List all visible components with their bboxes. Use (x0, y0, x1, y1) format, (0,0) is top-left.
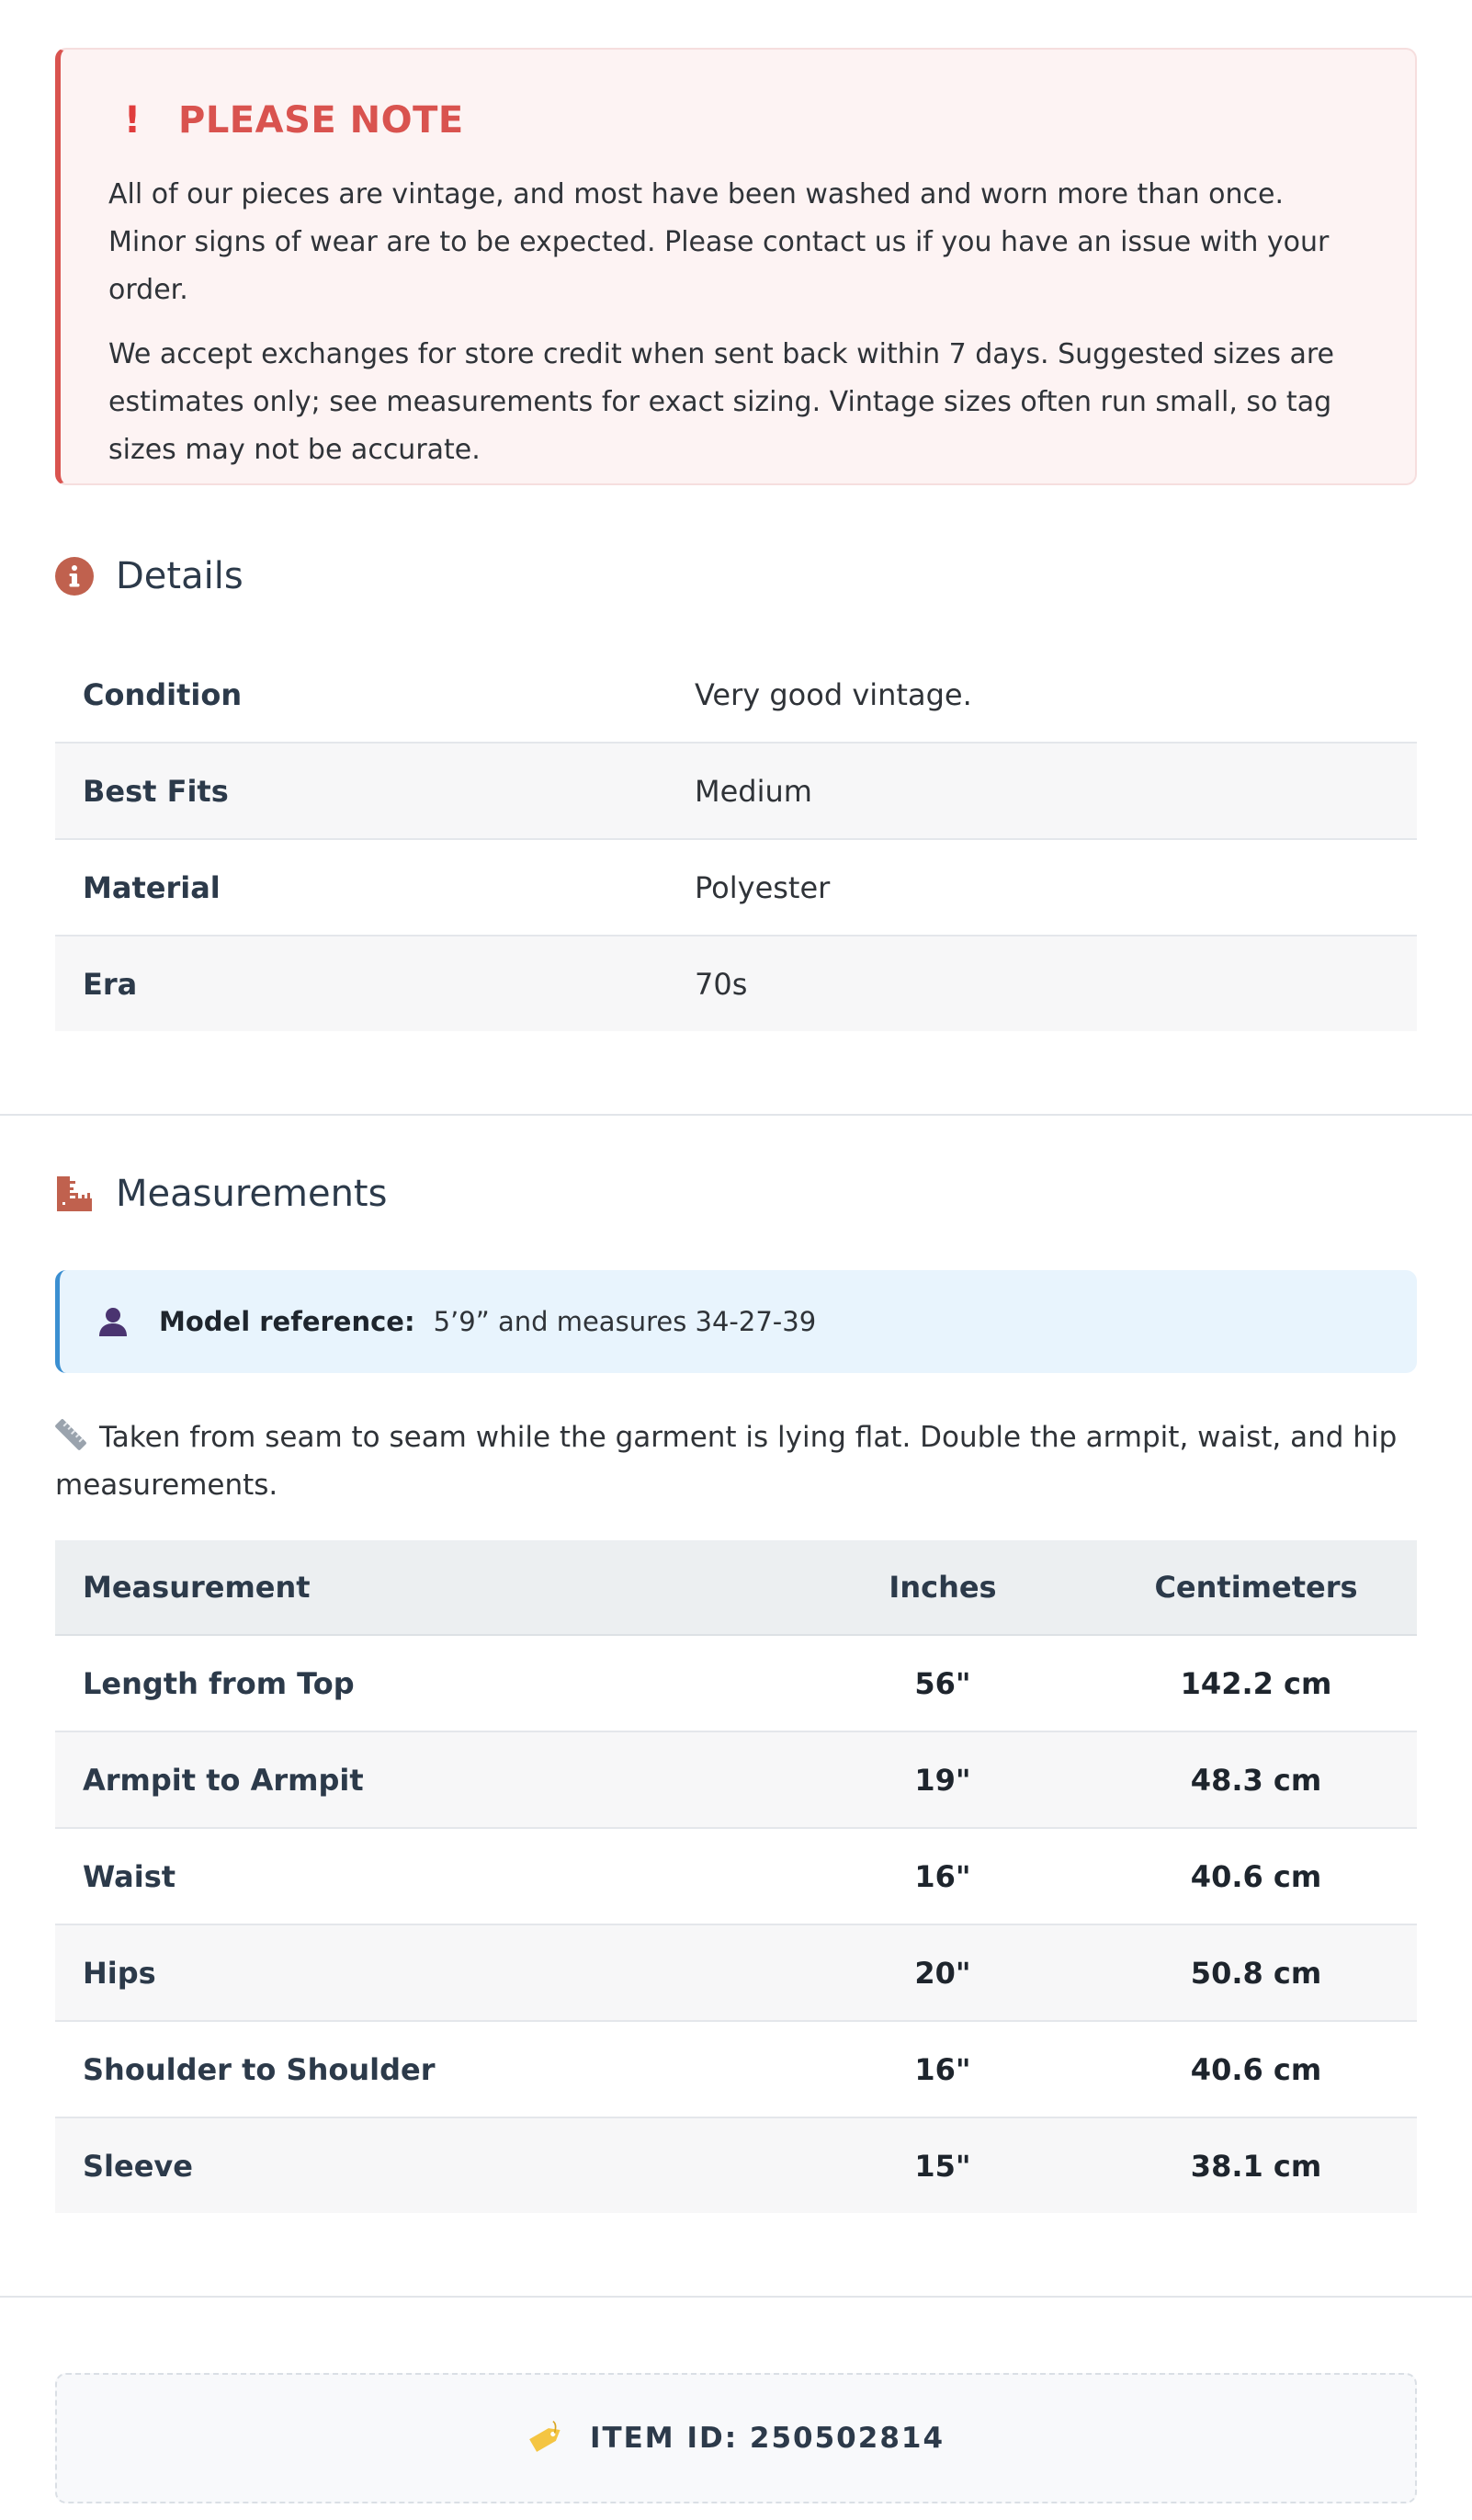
details-label: Era (55, 936, 667, 1031)
measurement-inches: 19" (790, 1731, 1095, 1828)
measurement-row (55, 1635, 1417, 1731)
ruler-diagonal-icon (55, 1419, 86, 1450)
model-reference-label: Model reference: (159, 1306, 415, 1337)
details-label: Material (55, 839, 667, 936)
item-id-box (55, 2373, 1417, 2503)
column-header-measurement: Measurement (55, 1540, 790, 1635)
measurement-cm: 38.1 cm (1095, 2117, 1417, 2213)
details-table (55, 647, 1417, 1031)
details-value: Polyester (667, 839, 1417, 936)
measurements-table (55, 1540, 1417, 2213)
measurement-inches: 16" (790, 1828, 1095, 1924)
details-row (55, 936, 1417, 1031)
measurements-title: Measurements (116, 1173, 388, 1215)
details-label: Best Fits (55, 743, 667, 839)
exclamation-icon: ! (123, 99, 142, 142)
ruler-icon (55, 1175, 94, 1213)
measurement-cm: 40.6 cm (1095, 1828, 1417, 1924)
measurement-name: Length from Top (55, 1635, 790, 1731)
measurement-name: Hips (55, 1924, 790, 2021)
measurement-row (55, 2021, 1417, 2117)
measurement-note (55, 1413, 1417, 1509)
notice-title: PLEASE NOTE (178, 99, 464, 142)
details-value: Very good vintage. (667, 647, 1417, 743)
measurements-header-row (55, 1540, 1417, 1635)
item-id-text: ITEM ID: 250502814 (589, 2422, 945, 2455)
measurement-name: Shoulder to Shoulder (55, 2021, 790, 2117)
section-divider (0, 2296, 1472, 2298)
measurements-section (0, 1116, 1472, 2213)
measurement-inches: 56" (790, 1635, 1095, 1731)
notice-header (108, 99, 1365, 142)
measurements-heading (55, 1171, 1417, 1217)
details-title: Details (116, 555, 243, 597)
item-section (0, 2373, 1472, 2503)
notice-paragraph-2: We accept exchanges for store credit when sent back within 7 days. Suggested sizes are estimates only; see measurements for exact sizing. Vintage sizes often run small, so tag sizes may not be accurate. (108, 338, 1335, 466)
measurement-row (55, 2117, 1417, 2213)
measurement-name: Sleeve (55, 2117, 790, 2213)
details-label: Condition (55, 647, 667, 743)
measurement-name: Waist (55, 1828, 790, 1924)
measurement-row (55, 1924, 1417, 2021)
column-header-inches: Inches (790, 1540, 1095, 1635)
page-content (0, 0, 1472, 1031)
column-header-centimeters: Centimeters (1095, 1540, 1417, 1635)
measurement-cm: 142.2 cm (1095, 1635, 1417, 1731)
measurement-row (55, 1731, 1417, 1828)
measurement-cm: 50.8 cm (1095, 1924, 1417, 2021)
measurement-inches: 20" (790, 1924, 1095, 2021)
measurement-inches: 16" (790, 2021, 1095, 2117)
details-value: 70s (667, 936, 1417, 1031)
tag-icon (527, 2420, 564, 2457)
measurement-note-text: Taken from seam to seam while the garment is lying flat. Double the armpit, waist, and hip measurements. (55, 1421, 1398, 1502)
measurement-row (55, 1828, 1417, 1924)
measurement-cm: 40.6 cm (1095, 2021, 1417, 2117)
model-reference (55, 1270, 1417, 1373)
measurement-cm: 48.3 cm (1095, 1731, 1417, 1828)
details-value: Medium (667, 743, 1417, 839)
please-note-box (55, 48, 1417, 485)
user-icon (96, 1305, 130, 1338)
details-row (55, 647, 1417, 743)
model-reference-value: 5’9” and measures 34-27-39 (433, 1306, 817, 1337)
info-icon (55, 557, 94, 596)
details-row (55, 839, 1417, 936)
measurement-name: Armpit to Armpit (55, 1731, 790, 1828)
notice-paragraph-1: All of our pieces are vintage, and most have been washed and worn more than once. Minor signs of wear are to be expected. Please contact us if you have an issue with your order. (108, 178, 1330, 306)
measurement-inches: 15" (790, 2117, 1095, 2213)
details-row (55, 743, 1417, 839)
details-heading (55, 553, 1417, 599)
